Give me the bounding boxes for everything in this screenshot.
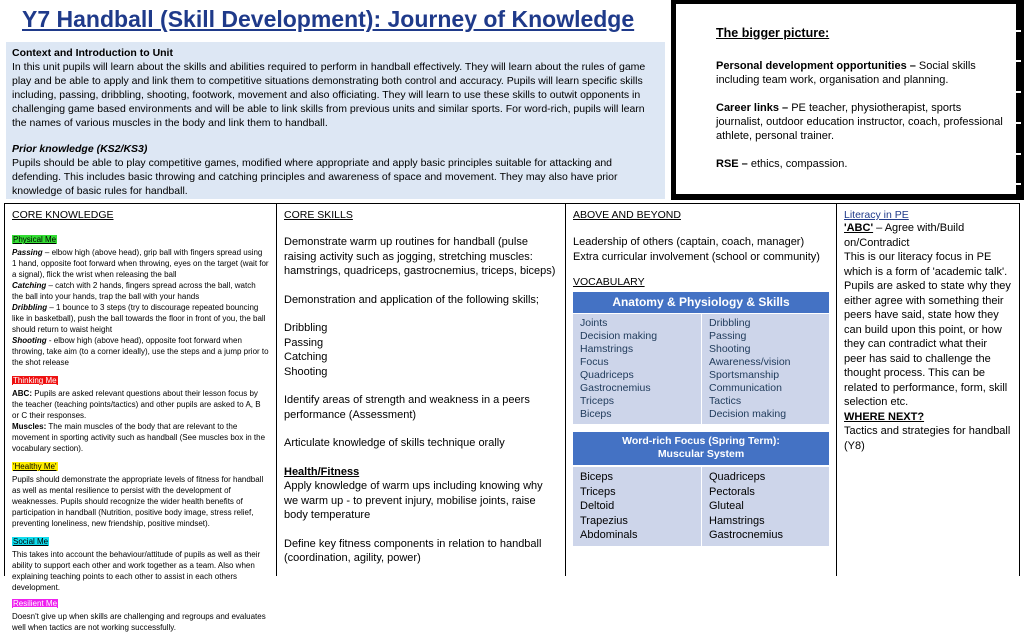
knowledge-grid <box>4 203 1020 632</box>
muscle-term: Trapezius <box>580 514 628 527</box>
vocab-term: Dribbling <box>709 317 751 329</box>
vocab-term: Passing <box>709 330 747 342</box>
page-title: Y7 Handball (Skill Development): Journey of Knowledge <box>22 6 635 32</box>
vocab-term: Joints <box>580 317 608 329</box>
assessment-text: Identify areas of strength and weakness in a peers performance (Assessment) <box>284 394 530 421</box>
vocab-term: Shooting <box>709 343 751 355</box>
muscle-term: Triceps <box>580 485 616 498</box>
skill-item: Passing <box>284 336 324 349</box>
muscle-term: Hamstrings <box>709 514 765 527</box>
intro-heading: Context and Introduction to Unit <box>12 47 173 59</box>
anatomy-left-column <box>573 314 701 424</box>
word-rich-table <box>573 465 829 546</box>
core-knowledge-column <box>4 204 276 632</box>
catching-text: Catching – catch with 2 hands, fingers spread across the ball, watch the ball into your hands, trap the ball with your hands <box>12 281 256 301</box>
where-next-heading: WHERE NEXT? <box>844 410 925 423</box>
muscle-term: Gastrocnemius <box>709 529 783 541</box>
word-rich-left-column <box>573 467 701 546</box>
vocab-term: Sportsmanship <box>709 369 780 381</box>
rse-text: RSE – ethics, compassion. <box>716 158 848 170</box>
career-links-text: Career links – PE teacher, physiotherapist, sports journalist, outdoor education instructor, coach, professional athlete, personal trainer. <box>716 102 1003 142</box>
intro-box <box>6 42 665 199</box>
fitness-components-text: Define key fitness components in relation to handball (coordination, agility, power) <box>284 537 542 564</box>
prior-knowledge-body: Pupils should be able to play competitive games, modified where appropriate and apply basic principles suitable for attacking and defending. This includes basic throwing and catching principles and awareness of space and movement. They may also have prior knowledge of basic rules for handball. <box>12 157 618 197</box>
abc-text: ABC: Pupils are asked relevant questions about their lesson focus by the teacher (teaching points/tactics) and other pupils are asked to A, B or C their responses. <box>12 389 261 420</box>
vocab-term: Awareness/vision <box>709 356 791 368</box>
muscle-term: Pectorals <box>709 485 755 498</box>
extra-curricular-text: Extra curricular involvement (school or community) <box>573 250 820 263</box>
prior-knowledge-heading: Prior knowledge (KS2/KS3) <box>12 143 148 155</box>
literacy-body: This is our literacy focus in PE which is a form of 'academic talk'. Pupils are asked to state why they either agree with something their peers have said, state how they can build upon this point, or how they can contradict what their peer has said to challenge the thought process. This can be related to performance, form, skill selection etc. <box>844 251 1011 408</box>
core-skills-heading: CORE SKILLS <box>284 209 353 221</box>
core-knowledge-heading: CORE KNOWLEDGE <box>12 209 114 221</box>
literacy-heading: Literacy in PE <box>844 209 909 221</box>
healthy-me-text: Pupils should demonstrate the appropriate levels of fitness for handball as well as mental resilience to persist with the development of weaknesses. Pupils should recognize the wider health benefits of participation in handball (Nutrition, positive body image, stress relief, preventing loneliness, new friendship, positive mindset). <box>12 475 264 528</box>
physical-me-tag: Physical Me <box>13 235 57 244</box>
anatomy-table-header: Anatomy & Physiology & Skills <box>573 292 829 313</box>
bigger-picture-content <box>716 26 1006 185</box>
vocab-term: Tactics <box>709 395 742 407</box>
skill-item: Dribbling <box>284 322 328 334</box>
word-rich-subtitle: Muscular System <box>657 448 745 460</box>
word-rich-title: Word-rich Focus (Spring Term): <box>622 435 780 447</box>
muscle-term: Biceps <box>580 471 614 483</box>
literacy-column <box>836 204 1020 576</box>
intro-body: In this unit pupils will learn about the skills and abilities required to perform in handball effectively. They will learn about the rules of game play and be able to apply and link them to competitive situations demonstrating both control and accuracy. Pupils will learn specific skills including, passing, dribbling, shooting, footwork, movement and also officiating. They will learn to use these skills to outwit opponents in challenging game based environments and will be able to link skills from previous units and similar sports. For word-rich, pupils will learn the names of various muscles in the body and link them to handball. <box>12 61 646 129</box>
abc-definition: 'ABC' – Agree with/Build on/Contradict <box>844 222 965 249</box>
skill-item: Catching <box>284 351 328 363</box>
vocab-term: Decision making <box>709 408 787 420</box>
vocab-term: Triceps <box>580 395 615 407</box>
vocabulary-heading: VOCABULARY <box>573 276 645 288</box>
core-skills-column <box>276 204 565 576</box>
shooting-text: Shooting - elbow high (above head), opposite foot forward when throwing, take aim (to a corner ideally), use the steps and a jump prior to the shot release <box>12 336 269 367</box>
skill-item: Shooting <box>284 365 328 378</box>
warm-up-knowledge-text: Apply knowledge of warm ups including knowing why we warm up - to prevent injury, mobilise joints, raise body temperature <box>284 480 543 521</box>
social-me-text: This takes into account the behaviour/attitude of pupils as well as their ability to support each other and work together as a team. Also when explaining teaching points to each other to assist in each others development. <box>12 550 261 592</box>
word-rich-table-header <box>573 432 829 465</box>
personal-development-text: Personal development opportunities – Social skills including team work, organisation and planning. <box>716 60 976 86</box>
vocab-term: Gastrocnemius <box>580 382 651 394</box>
vocab-term: Focus <box>580 356 609 368</box>
vocab-term: Biceps <box>580 408 612 420</box>
social-me-tag: Social Me <box>13 537 49 546</box>
resilient-me-text: Doesn't give up when skills are challenging and regroups and evaluates well when tactics are not working successfully. <box>12 612 266 632</box>
above-beyond-column <box>565 204 836 576</box>
muscle-term: Gluteal <box>709 500 744 512</box>
anatomy-right-column <box>701 314 829 424</box>
health-fitness-heading: Health/Fitness <box>284 465 360 478</box>
muscles-text: Muscles: The main muscles of the body that are relevant to the movement in sporting activity such as handball (See muscles box in the vocabulary section). <box>12 422 266 453</box>
bigger-picture-heading: The bigger picture: <box>716 26 830 40</box>
leadership-text: Leadership of others (captain, coach, manager) <box>573 236 805 248</box>
word-rich-right-column <box>701 467 829 546</box>
vocab-term: Hamstrings <box>580 343 634 355</box>
muscle-term: Quadriceps <box>709 471 766 483</box>
resilient-me-tag: Resilient Me <box>13 599 58 608</box>
warm-up-text: Demonstrate warm up routines for handball (pulse raising activity such as jogging, stretching muscles: hamstrings, quadriceps, gastrocnemius, triceps, biceps) <box>284 236 556 277</box>
where-next-text: Tactics and strategies for handball (Y8) <box>844 425 1011 452</box>
vocab-term: Quadriceps <box>580 369 634 381</box>
thinking-me-tag: Thinking Me <box>13 376 57 385</box>
muscle-term: Deltoid <box>580 500 615 512</box>
passing-text: Passing – elbow high (above head), grip ball with fingers spread using 1 hand, opposite foot forward when throwing, eyes on the target (wait for a signal), flick the wrist when releasing the ball <box>12 248 269 279</box>
articulate-text: Articulate knowledge of skills technique orally <box>284 437 505 449</box>
muscle-term: Abdominals <box>580 529 638 541</box>
anatomy-table <box>573 313 829 424</box>
dribbling-text: Dribbling – 1 bounce to 3 steps (try to discourage repeated bouncing like in basketball), push the ball towards the floor in front of you, the ball should return to waist height <box>12 303 266 334</box>
healthy-me-tag: 'Healthy Me' <box>13 462 57 471</box>
demonstration-text: Demonstration and application of the following skills; <box>284 293 539 306</box>
vocab-term: Decision making <box>580 330 658 342</box>
above-beyond-heading: ABOVE AND BEYOND <box>573 209 681 221</box>
vocab-term: Communication <box>709 382 782 394</box>
